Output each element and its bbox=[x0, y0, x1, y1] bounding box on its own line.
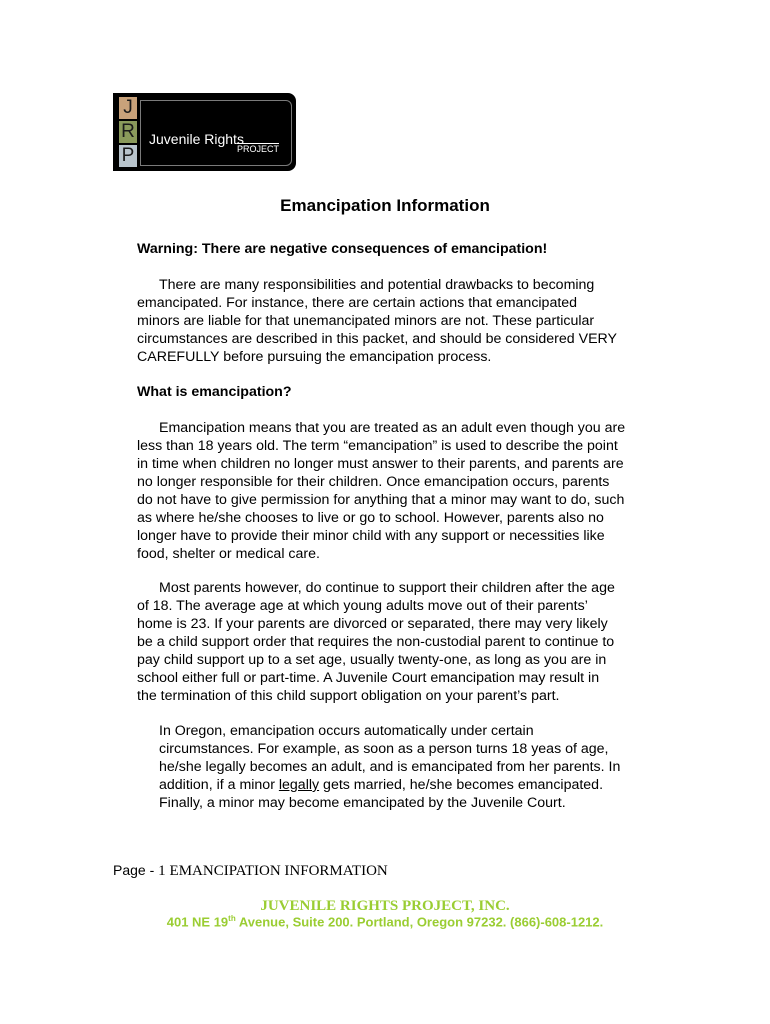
logo-project: PROJECT bbox=[237, 144, 280, 154]
paragraph-line bbox=[159, 776, 689, 794]
logo-letter-p: P bbox=[119, 145, 137, 167]
page-footer bbox=[113, 862, 388, 880]
paragraph-line: emancipated. For instance, there are certain actions that emancipated bbox=[137, 295, 578, 311]
paragraph-line: home is 23. If your parents are divorced or separated, there may very likely bbox=[137, 616, 608, 632]
what-is-emancipation-heading: What is emancipation? bbox=[137, 384, 292, 400]
address-text: 401 NE 19 bbox=[166, 914, 229, 930]
paragraph-line: circumstances are described in this packet, and should be considered VERY bbox=[137, 331, 618, 347]
logo-name: Juvenile Rights bbox=[149, 131, 244, 147]
line-text: gets married, he/she becomes emancipated. bbox=[319, 777, 604, 793]
paragraph-line: do not have to give permission for anything that a minor may want to do, such bbox=[137, 492, 625, 508]
paragraph-line: Finally, a minor may become emancipated by the Juvenile Court. bbox=[159, 795, 566, 811]
paragraph-line: as where he/she chooses to live or go to school. However, parents also no bbox=[137, 510, 604, 526]
address-superscript: th bbox=[228, 914, 236, 923]
logo-letter-r: R bbox=[119, 121, 137, 143]
paragraph-line: circumstances. For example, as soon as a person turns 18 yeas of age, bbox=[159, 741, 609, 757]
paragraph-line: he/she legally becomes an adult, and is emancipated from her parents. In bbox=[159, 759, 621, 775]
paragraph-line: no longer responsible for their children. Once emancipation occurs, parents bbox=[137, 474, 610, 490]
underlined-word: legally bbox=[278, 777, 320, 793]
footer-organization: JUVENILE RIGHTS PROJECT, INC. bbox=[260, 898, 510, 914]
paragraph-line: longer have to provide their minor child with any support or necessities like bbox=[137, 528, 605, 544]
paragraph-line: less than 18 years old. The term “emancipation” is used to describe the point bbox=[137, 438, 618, 454]
paragraph-responsibilities bbox=[137, 276, 667, 366]
footer-address bbox=[0, 914, 770, 929]
paragraph-line: be a child support order that requires the non-custodial parent to continue to bbox=[137, 634, 615, 650]
paragraph-oregon bbox=[159, 722, 689, 812]
paragraph-line: Most parents however, do continue to support their children after the age bbox=[159, 580, 615, 596]
paragraph-line: the termination of this child support obligation on your parent’s part. bbox=[137, 688, 560, 704]
page-title: Emancipation Information bbox=[280, 196, 490, 215]
paragraph-line: school either full or part-time. A Juvenile Court emancipation may result in bbox=[137, 670, 600, 686]
paragraph-line: of 18. The average age at which young adults move out of their parents’ bbox=[137, 598, 588, 614]
warning-heading: Warning: There are negative consequences of emancipation! bbox=[137, 241, 548, 257]
paragraph-line: pay child support up to a set age, usually twenty-one, as long as you are in bbox=[137, 652, 607, 668]
page-prefix: Page - bbox=[113, 862, 159, 878]
paragraph-line: Emancipation means that you are treated as an adult even though you are bbox=[159, 420, 626, 436]
paragraph-line: food, shelter or medical care. bbox=[137, 546, 320, 562]
logo-letter-j: J bbox=[119, 97, 137, 119]
paragraph-line: There are many responsibilities and potential drawbacks to becoming bbox=[159, 277, 595, 293]
jrp-logo bbox=[113, 93, 296, 171]
page-number: 1 bbox=[158, 863, 166, 879]
paragraph-line: In Oregon, emancipation occurs automatically under certain bbox=[159, 723, 534, 739]
paragraph-line: in time when children no longer must answer to their parents, and parents are bbox=[137, 456, 624, 472]
paragraph-line: minors are liable for that unemancipated minors are not. These particular bbox=[137, 313, 595, 329]
paragraph-parental-support bbox=[137, 579, 667, 705]
paragraph-line: CAREFULLY before pursuing the emancipation process. bbox=[137, 349, 492, 365]
logo-letter-column bbox=[119, 97, 137, 167]
page-label: EMANCIPATION INFORMATION bbox=[169, 863, 388, 879]
paragraph-definition bbox=[137, 419, 667, 563]
line-text: addition, if a minor bbox=[159, 777, 279, 793]
address-text: Avenue, Suite 200. Portland, Oregon 97232. (866)-608-1212. bbox=[235, 914, 604, 930]
